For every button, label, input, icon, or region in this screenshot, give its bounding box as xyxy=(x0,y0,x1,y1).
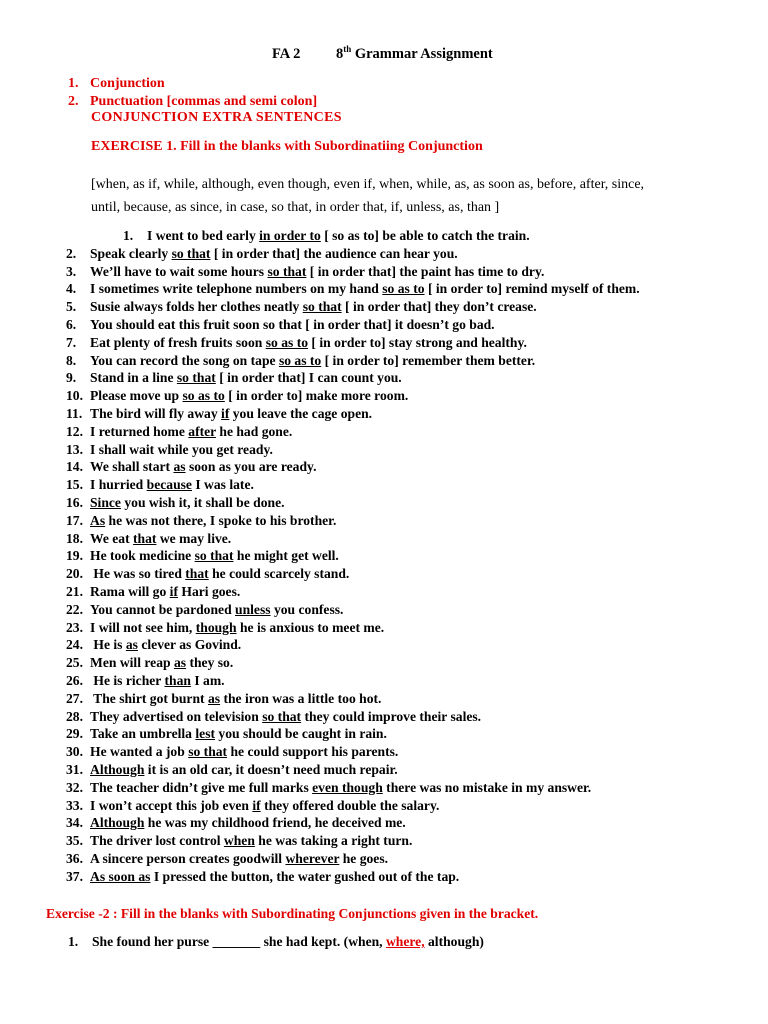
sentence-number: 18. xyxy=(66,530,83,546)
conjunction-answer: so as to xyxy=(182,388,225,404)
conjunction-answer: that xyxy=(185,566,209,582)
sentence-row xyxy=(66,690,746,708)
assessment-code: FA 2 xyxy=(272,46,301,62)
sentence-number: 16. xyxy=(66,494,83,510)
sentence-row xyxy=(66,352,746,370)
sentence-text-before: I went to bed early xyxy=(147,228,260,243)
sentence-row xyxy=(66,619,746,637)
sentence-text-after: they so. xyxy=(186,655,234,671)
sentence-row xyxy=(66,530,746,548)
sentence-text-before: He is richer xyxy=(90,672,165,688)
conjunction-answer: so that xyxy=(176,370,216,386)
sentence-text-after: he goes. xyxy=(339,850,389,866)
sentence-row xyxy=(66,423,746,441)
sentence-text-after: you leave the cage open. xyxy=(229,405,373,421)
conjunction-word-list xyxy=(91,173,731,219)
sentence-text-before: He wanted a job xyxy=(90,744,189,760)
sentence-row xyxy=(66,512,746,530)
sentence-text-before: Eat plenty of fresh fruits soon xyxy=(90,334,266,350)
conjunction-answer: when xyxy=(223,833,255,849)
sentence-text-after: [ so as to] be able to catch the train. xyxy=(320,228,530,243)
sentence-text-before: I returned home xyxy=(90,423,189,439)
sentence-row xyxy=(66,708,746,726)
sentence-number: 28. xyxy=(66,708,83,724)
exercise-2-heading: Exercise -2 : Fill in the blanks with Subordinating Conjunctions given in the bracket. xyxy=(46,906,539,921)
sentence-text-before: We eat xyxy=(90,530,134,546)
sentence-number: 24. xyxy=(66,637,83,653)
sentence-number: 36. xyxy=(66,850,83,866)
sentence-row xyxy=(66,832,746,850)
word-list-line: until, because, as since, in case, so that, in order that, if, unless, as, than ] xyxy=(91,200,500,215)
conjunction-answer: so as to xyxy=(382,281,425,297)
sentence-number: 29. xyxy=(66,726,83,742)
sentence-row xyxy=(66,636,746,654)
sentence-text-before: Susie always folds her clothes neatly xyxy=(90,299,303,315)
sentence-row xyxy=(66,725,746,743)
sentence-row xyxy=(66,761,746,779)
sentence-text-after: he is anxious to meet me. xyxy=(236,619,385,635)
sentence-number: 27. xyxy=(66,690,83,706)
conjunction-answer: that xyxy=(133,530,157,546)
sentence-text-after: [ in order that] the paint has time to dry. xyxy=(306,263,545,279)
conjunction-answer: As soon as xyxy=(90,868,151,884)
topic-item xyxy=(68,94,317,110)
sentence-row xyxy=(66,298,746,316)
sentence-number: 7. xyxy=(66,334,77,350)
sentence-row xyxy=(66,458,746,476)
sentence-row xyxy=(66,245,746,263)
sentence-number: 35. xyxy=(66,833,83,849)
sentence-text-before: Rama will go xyxy=(90,583,170,599)
sentence-number: 14. xyxy=(66,459,83,475)
sentence-number: 6. xyxy=(66,316,77,332)
sentence-number: 3. xyxy=(66,263,77,279)
sentence-row xyxy=(66,387,746,405)
sentence-row xyxy=(66,797,746,815)
sentence-text-before: A sincere person creates goodwill xyxy=(90,850,286,866)
sentence-text-after: soon as you are ready. xyxy=(185,459,317,475)
sentence-text-after: [ in order to] make more room. xyxy=(224,388,409,404)
exercise-1-sentences xyxy=(66,227,746,885)
conjunction-answer: so as to xyxy=(265,334,309,350)
sentence-row xyxy=(66,654,746,672)
sentence-row xyxy=(66,547,746,565)
conjunction-answer: Since xyxy=(90,494,121,510)
sentence-number: 17. xyxy=(66,512,83,528)
topic-label: Conjunction xyxy=(90,76,165,91)
page-title xyxy=(272,46,493,63)
conjunction-answer: if xyxy=(221,405,230,421)
sentence-row xyxy=(66,280,746,298)
sentence-row xyxy=(66,476,746,494)
sentence-text-before: I won’t accept this job even xyxy=(90,797,253,813)
conjunction-answer: as xyxy=(173,459,186,475)
sentence-text-before: You should eat this fruit soon so that [ in order that] it doesn’t go bad. xyxy=(90,316,495,332)
sentence-text-before: Stand in a line xyxy=(90,370,177,386)
sentence-text-before: I will not see him, xyxy=(90,619,196,635)
topic-item xyxy=(68,76,165,92)
sentence-row xyxy=(66,868,746,886)
sentence-text-after: [ in order that] they don’t crease. xyxy=(341,299,537,315)
sentence-text-after: he had gone. xyxy=(215,423,293,439)
sentence-number: 4. xyxy=(66,281,77,297)
conjunction-answer: so that xyxy=(194,548,234,564)
sentence-text-after: I am. xyxy=(190,672,225,688)
sentence-number: 12. xyxy=(66,423,83,439)
topic-number: 2. xyxy=(68,94,79,109)
conjunction-answer: lest xyxy=(195,726,216,742)
conjunction-answer: so that xyxy=(171,245,211,261)
conjunction-answer: wherever xyxy=(285,850,340,866)
sentence-row xyxy=(66,263,746,281)
conjunction-answer: in order to xyxy=(259,228,321,243)
sentence-text-before: I hurried xyxy=(90,477,147,493)
sentence-text-after: you confess. xyxy=(270,601,344,617)
sentence-text-after: we may live. xyxy=(156,530,232,546)
sentence-text-after: I pressed the button, the water gushed out of the tap. xyxy=(150,868,460,884)
sentence-number: 13. xyxy=(66,441,83,457)
sentence-row xyxy=(66,779,746,797)
sentence-number: 9. xyxy=(66,370,77,386)
sentence-text-after: [ in order to] remind myself of them. xyxy=(424,281,640,297)
conjunction-answer: if xyxy=(169,583,178,599)
sentence-text-after: he could scarcely stand. xyxy=(208,566,350,582)
sentence-number: 11. xyxy=(66,405,83,421)
sentence-number: 22. xyxy=(66,601,83,617)
sentence-row xyxy=(66,441,746,459)
sentence-row xyxy=(66,405,746,423)
conjunction-answer: so as to xyxy=(278,352,322,368)
sentence-text-after: he might get well. xyxy=(233,548,339,564)
sentence-text-before: I sometimes write telephone numbers on my hand xyxy=(90,281,383,297)
sentence-text-before: He took medicine xyxy=(90,548,195,564)
sentence-text-after: they offered double the salary. xyxy=(260,797,440,813)
sentence-text-before: The teacher didn’t give me full marks xyxy=(90,779,313,795)
sentence-row xyxy=(66,672,746,690)
conjunction-answer: though xyxy=(195,619,237,635)
sentence-number: 20. xyxy=(66,566,83,582)
exercise-1-heading: EXERCISE 1. Fill in the blanks with Subordinatiing Conjunction xyxy=(91,139,483,154)
sentence-number: 33. xyxy=(66,797,83,813)
conjunction-answer: if xyxy=(252,797,261,813)
sentence-row xyxy=(66,369,746,387)
question-number: 1. xyxy=(68,934,79,949)
sentence-text-before: I shall wait while you get ready. xyxy=(90,441,273,457)
topic-label: Punctuation [commas and semi colon] xyxy=(90,94,318,109)
sentence-text-before: They advertised on television xyxy=(90,708,263,724)
conjunction-answer: as xyxy=(125,637,138,653)
sentence-text-before: Take an umbrella xyxy=(90,726,196,742)
sentence-text-after: he was not there, I spoke to his brother. xyxy=(105,512,337,528)
sentence-row xyxy=(66,850,746,868)
sentence-text-after: you wish it, it shall be done. xyxy=(120,494,285,510)
section-heading: CONJUNCTION EXTRA SENTENCES xyxy=(91,110,342,125)
question-text: She found her purse _______ she had kept. (when, xyxy=(92,934,386,949)
conjunction-answer: As xyxy=(90,512,106,528)
sentence-text-before: We shall start xyxy=(90,459,174,475)
sentence-text-after: [ in order to] stay strong and healthy. xyxy=(308,334,527,350)
grade-superscript: th xyxy=(343,44,352,55)
sentence-number: 8. xyxy=(66,352,77,368)
conjunction-answer: so that xyxy=(267,263,307,279)
grade-number: 8 xyxy=(335,46,344,62)
conjunction-answer: even though xyxy=(312,779,383,795)
sentence-number: 19. xyxy=(66,548,83,564)
sentence-number: 37. xyxy=(66,868,83,884)
sentence-text-before: You cannot be pardoned xyxy=(90,601,236,617)
sentence-text-after: you should be caught in rain. xyxy=(215,726,387,742)
sentence-row xyxy=(66,814,746,832)
sentence-row xyxy=(66,743,746,761)
word-list-line: [when, as if, while, although, even though, even if, when, while, as, as soon as, before, after, since, xyxy=(91,177,645,192)
sentence-number: 31. xyxy=(66,761,83,777)
conjunction-answer: so that xyxy=(188,744,228,760)
sentence-number: 5. xyxy=(66,299,77,315)
conjunction-answer: because xyxy=(146,477,192,493)
sentence-text-after: [ in order to] remember them better. xyxy=(321,352,536,368)
sentence-text-after: it is an old car, it doesn’t need much repair. xyxy=(144,761,398,777)
sentence-text-after: the iron was a little too hot. xyxy=(220,690,382,706)
sentence-number: 34. xyxy=(66,815,83,831)
sentence-text-after: they could improve their sales. xyxy=(301,708,482,724)
sentence-number: 1. xyxy=(123,228,134,243)
conjunction-answer: unless xyxy=(235,601,271,617)
sentence-number: 25. xyxy=(66,655,83,671)
sentence-row xyxy=(66,583,746,601)
sentence-text-before: We’ll have to wait some hours xyxy=(90,263,268,279)
sentence-number: 30. xyxy=(66,744,83,760)
sentence-row xyxy=(66,565,746,583)
conjunction-answer: after xyxy=(188,423,216,439)
sentence-text-before: The bird will fly away xyxy=(90,405,222,421)
sentence-row xyxy=(66,227,746,245)
sentence-number: 21. xyxy=(66,583,83,599)
conjunction-answer: as xyxy=(173,655,187,671)
sentence-text-before: He is xyxy=(90,637,126,653)
sentence-text-before: The shirt got burnt xyxy=(90,690,208,706)
sentence-number: 32. xyxy=(66,779,83,795)
conjunction-answer: Although xyxy=(90,761,145,777)
sentence-text-after: Hari goes. xyxy=(177,583,241,599)
conjunction-answer: Although xyxy=(90,815,145,831)
sentence-text-before: You can record the song on tape xyxy=(90,352,279,368)
sentence-row xyxy=(66,494,746,512)
sentence-text-after: he could support his parents. xyxy=(227,744,399,760)
sentence-number: 15. xyxy=(66,477,83,493)
conjunction-answer: as xyxy=(207,690,221,706)
assignment-title: Grammar Assignment xyxy=(354,46,493,62)
sentence-text-after: he was my childhood friend, he deceived me. xyxy=(144,815,406,831)
sentence-text-after: clever as Govind. xyxy=(137,637,242,653)
sentence-row xyxy=(66,601,746,619)
sentence-text-after: I was late. xyxy=(191,477,254,493)
topic-number: 1. xyxy=(68,76,79,91)
sentence-text-before: The driver lost control xyxy=(90,833,224,849)
conjunction-answer: so that xyxy=(302,299,342,315)
sentence-row xyxy=(66,334,746,352)
sentence-text-before: Speak clearly xyxy=(90,245,172,261)
sentence-text-before: Men will reap xyxy=(90,655,174,671)
question-answer: where, xyxy=(385,934,425,949)
sentence-text-before: He was so tired xyxy=(90,566,186,582)
question-options-rest: although) xyxy=(424,934,484,949)
sentence-text-after: he was taking a right turn. xyxy=(254,833,413,849)
sentence-number: 2. xyxy=(66,245,77,261)
sentence-text-after: [ in order that] I can count you. xyxy=(215,370,402,386)
sentence-text-after: [ in order that] the audience can hear you. xyxy=(210,245,458,261)
exercise-2-question xyxy=(68,934,484,950)
sentence-number: 10. xyxy=(66,388,83,404)
sentence-text-before: Please move up xyxy=(90,388,183,404)
sentence-number: 23. xyxy=(66,619,83,635)
conjunction-answer: than xyxy=(164,672,191,688)
sentence-number: 26. xyxy=(66,672,83,688)
conjunction-answer: so that xyxy=(262,708,302,724)
sentence-text-after: there was no mistake in my answer. xyxy=(382,779,592,795)
sentence-row xyxy=(66,316,746,334)
